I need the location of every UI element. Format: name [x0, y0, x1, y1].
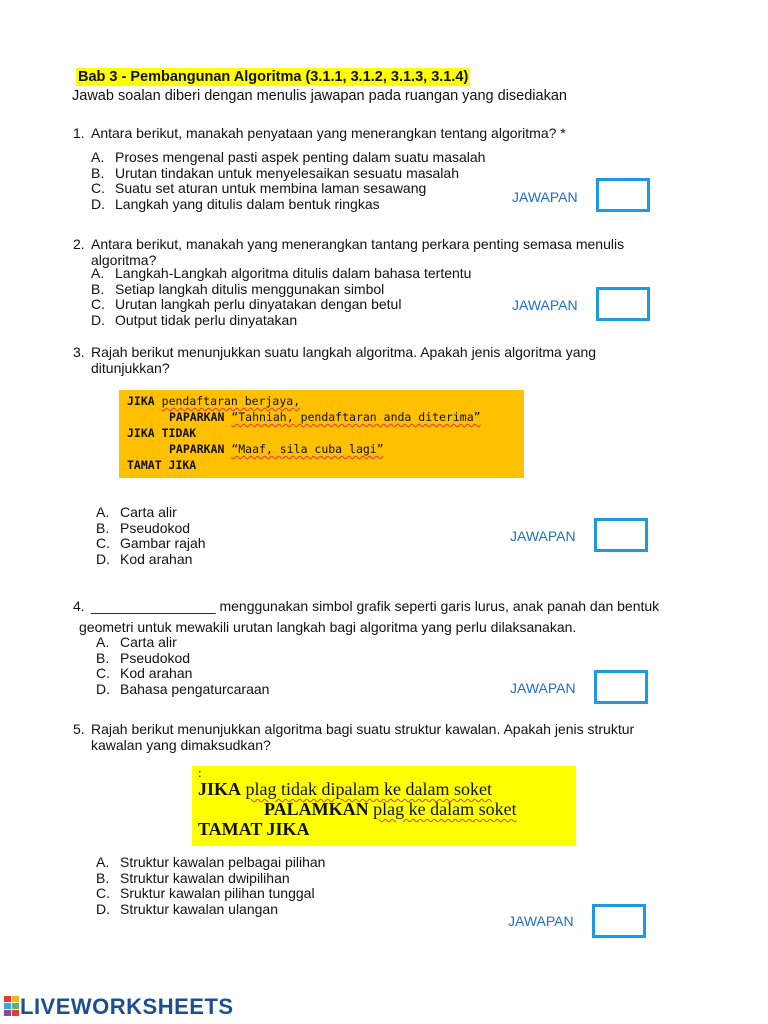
option-a[interactable]: A. Carta alir	[96, 634, 177, 650]
question-number: 5.	[73, 721, 85, 737]
option-a[interactable]: A. Carta alir	[96, 504, 177, 520]
option-a[interactable]: A. Langkah-Langkah algoritma ditulis dalam bahasa tertentu	[91, 265, 472, 281]
question-text-cont: kawalan yang dimaksudkan?	[91, 737, 271, 753]
option-d[interactable]: D. Bahasa pengaturcaraan	[96, 680, 270, 697]
question-text: menggunakan simbol grafik seperti garis lurus, anak panah dan bentuk	[219, 598, 660, 614]
question-5	[73, 721, 713, 753]
option-d[interactable]: D. Langkah yang ditulis dalam bentuk ringkas	[91, 195, 380, 212]
question-text-cont: algoritma?	[91, 252, 157, 268]
question-text: Rajah berikut menunjukkan suatu langkah algoritma. Apakah jenis algoritma yang	[91, 344, 597, 360]
question-5-options	[96, 855, 325, 917]
fill-blank: ________________	[91, 598, 216, 614]
answer-box-5[interactable]	[592, 904, 646, 938]
question-number: 1.	[73, 125, 85, 141]
answer-label: JAWAPAN	[512, 189, 578, 205]
option-c[interactable]: C. Kod arahan	[96, 665, 193, 681]
option-a[interactable]: A. Proses mengenal pasti aspek penting dalam suatu masalah	[91, 149, 486, 165]
answer-box-3[interactable]	[594, 518, 648, 552]
question-1-options	[91, 150, 485, 212]
option-d[interactable]: D. Struktur kawalan ulangan	[96, 900, 278, 917]
worksheet-title: Bab 3 - Pembangunan Algoritma (3.1.1, 3.1.2, 3.1.3, 3.1.4)	[78, 69, 469, 85]
algorithm-box: : JIKA plag tidak dipalam ke dalam soket PALAMKAN plag ke dalam soket TAMAT JIKA	[192, 766, 576, 846]
question-text: Antara berikut, manakah penyataan yang menerangkan tentang algoritma? *	[91, 125, 566, 141]
question-number: 2.	[73, 236, 85, 252]
answer-label: JAWAPAN	[510, 528, 576, 544]
question-text: Antara berikut, manakah yang menerangkan tantang perkara penting semasa menulis	[91, 236, 625, 252]
option-c[interactable]: C. Gambar rajah	[96, 535, 206, 551]
question-number: 3.	[73, 344, 85, 360]
option-c[interactable]: C. Urutan langkah perlu dinyatakan dengan betul	[91, 296, 402, 312]
question-3	[73, 344, 713, 376]
question-2	[73, 236, 713, 268]
answer-label: JAWAPAN	[512, 297, 578, 313]
answer-box-1[interactable]	[596, 178, 650, 212]
question-4-options	[96, 635, 269, 697]
option-d[interactable]: D. Kod arahan	[96, 550, 193, 567]
option-b[interactable]: B. Pseudokod	[96, 649, 191, 666]
question-text-cont: geometri untuk mewakili urutan langkah bagi algoritma yang perlu dilaksanakan.	[79, 619, 577, 635]
answer-box-2[interactable]	[596, 287, 650, 321]
question-3-options	[96, 505, 206, 567]
option-b[interactable]: B. Setiap langkah ditulis menggunakan simbol	[91, 280, 385, 297]
question-4	[73, 598, 713, 635]
option-c[interactable]: C. Suatu set aturan untuk membina laman sesawang	[91, 180, 427, 196]
question-number: 4.	[73, 598, 85, 614]
question-2-options	[91, 266, 471, 328]
liveworksheets-logo	[4, 994, 234, 1020]
option-d[interactable]: D. Output tidak perlu dinyatakan	[91, 311, 298, 328]
question-text-cont: ditunjukkan?	[91, 360, 170, 376]
option-b[interactable]: B. Urutan tindakan untuk menyelesaikan sesuatu masalah	[91, 164, 459, 181]
question-1	[73, 125, 693, 141]
pseudocode-box: JIKA pendaftaran berjaya, PAPARKAN “Tahniah, pendaftaran anda diterima” JIKA TIDAK PAPARKAN “Maaf, sila cuba lagi” TAMAT JIKA	[119, 390, 524, 478]
logo-text: LIVEWORKSHEETS	[20, 994, 234, 1019]
option-a[interactable]: A. Struktur kawalan pelbagai pilihan	[96, 854, 326, 870]
answer-label: JAWAPAN	[508, 913, 574, 929]
question-text: Rajah berikut menunjukkan algoritma bagi suatu struktur kawalan. Apakah jenis struktur	[91, 721, 635, 737]
option-c[interactable]: C. Sruktur kawalan pilihan tunggal	[96, 885, 315, 901]
answer-box-4[interactable]	[594, 670, 648, 704]
option-b[interactable]: B. Pseudokod	[96, 519, 191, 536]
liveworksheets-logo-icon	[4, 996, 20, 1018]
answer-label: JAWAPAN	[510, 680, 576, 696]
option-b[interactable]: B. Struktur kawalan dwipilihan	[96, 869, 290, 886]
worksheet-instruction: Jawab soalan diberi dengan menulis jawapan pada ruangan yang disediakan	[72, 88, 567, 104]
